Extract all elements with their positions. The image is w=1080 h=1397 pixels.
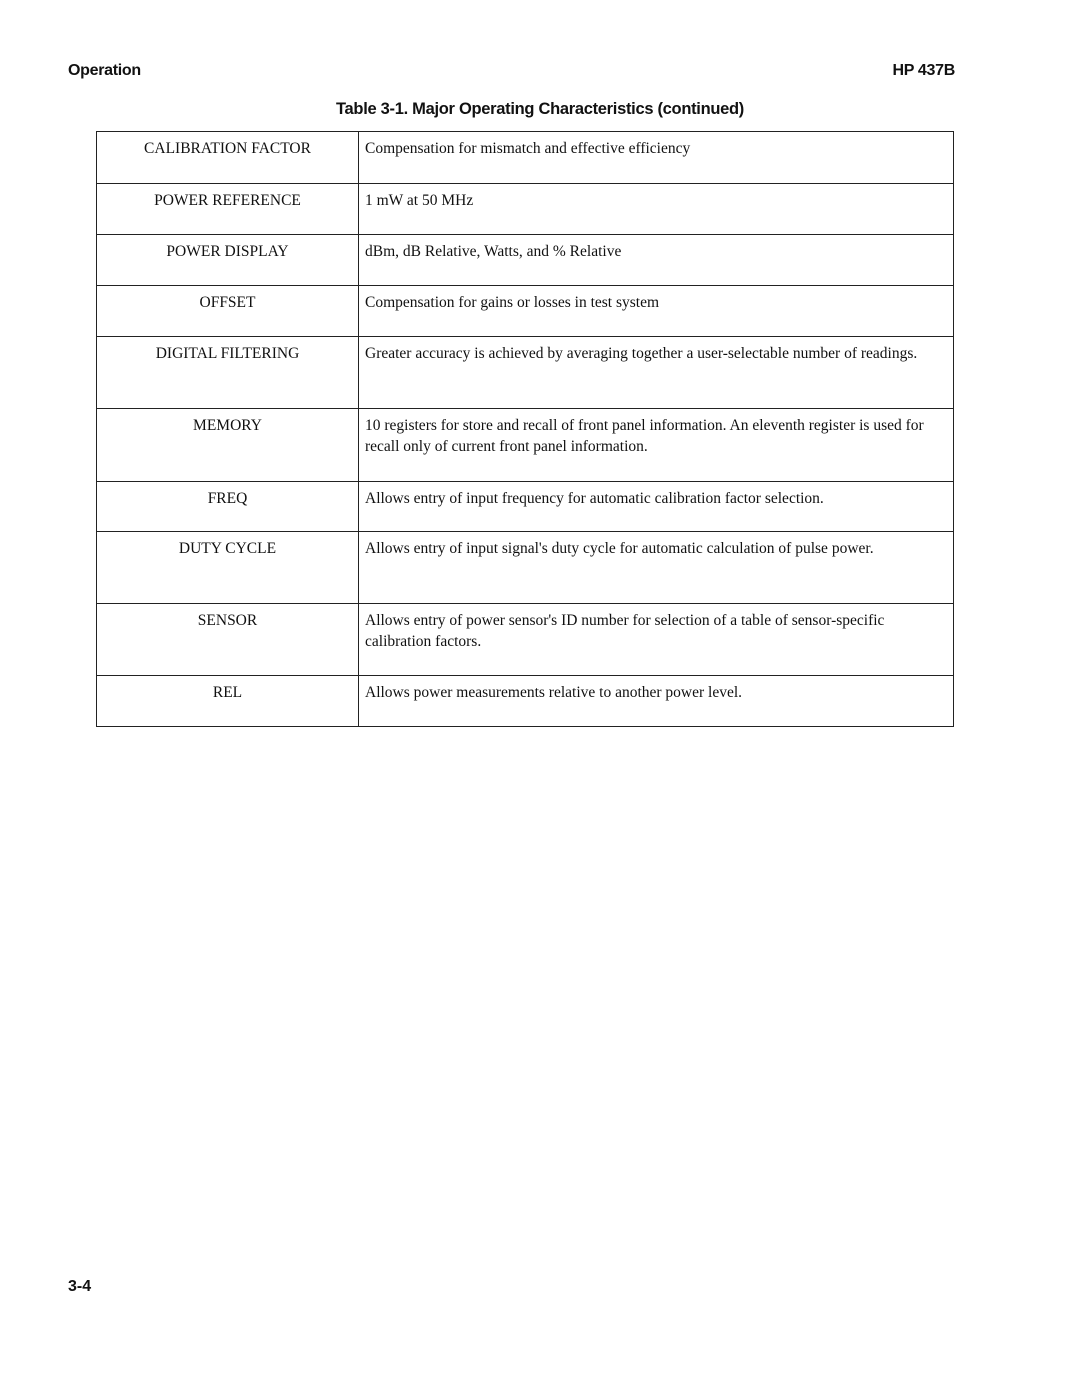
page-number: 3-4 <box>68 1278 92 1295</box>
characteristics-table <box>96 131 954 727</box>
table-row <box>97 184 954 235</box>
characteristic-description: Allows entry of power sensor's ID number for selection of a table of sensor-specific calibration factors. <box>359 604 954 676</box>
characteristic-name: POWER DISPLAY <box>97 235 359 286</box>
table-title: Table 3-1. Major Operating Characteristics (continued) <box>336 100 744 118</box>
table-row <box>97 532 954 604</box>
characteristic-description: Allows power measurements relative to another power level. <box>359 676 954 727</box>
characteristic-name: MEMORY <box>97 409 359 482</box>
model-header: HP 437B <box>892 62 955 79</box>
characteristic-description: Compensation for mismatch and effective efficiency <box>359 132 954 184</box>
section-header: Operation <box>68 62 141 79</box>
characteristic-name: DIGITAL FILTERING <box>97 337 359 409</box>
table-row <box>97 676 954 727</box>
characteristic-description: 1 mW at 50 MHz <box>359 184 954 235</box>
characteristic-description: Greater accuracy is achieved by averaging together a user-selectable number of readings. <box>359 337 954 409</box>
characteristic-name: POWER REFERENCE <box>97 184 359 235</box>
table-row <box>97 482 954 532</box>
characteristic-name: DUTY CYCLE <box>97 532 359 604</box>
characteristic-description: 10 registers for store and recall of front panel information. An eleventh register is used for recall only of current front panel information. <box>359 409 954 482</box>
characteristic-name: FREQ <box>97 482 359 532</box>
characteristic-description: Allows entry of input frequency for automatic calibration factor selection. <box>359 482 954 532</box>
table-row <box>97 235 954 286</box>
table-row <box>97 132 954 184</box>
characteristic-name: OFFSET <box>97 286 359 337</box>
characteristic-description: Compensation for gains or losses in test system <box>359 286 954 337</box>
characteristic-name: SENSOR <box>97 604 359 676</box>
characteristic-description: Allows entry of input signal's duty cycle for automatic calculation of pulse power. <box>359 532 954 604</box>
table-row <box>97 604 954 676</box>
table-row <box>97 286 954 337</box>
characteristic-name: CALIBRATION FACTOR <box>97 132 359 184</box>
characteristic-name: REL <box>97 676 359 727</box>
characteristic-description: dBm, dB Relative, Watts, and % Relative <box>359 235 954 286</box>
table-row <box>97 337 954 409</box>
table-row <box>97 409 954 482</box>
